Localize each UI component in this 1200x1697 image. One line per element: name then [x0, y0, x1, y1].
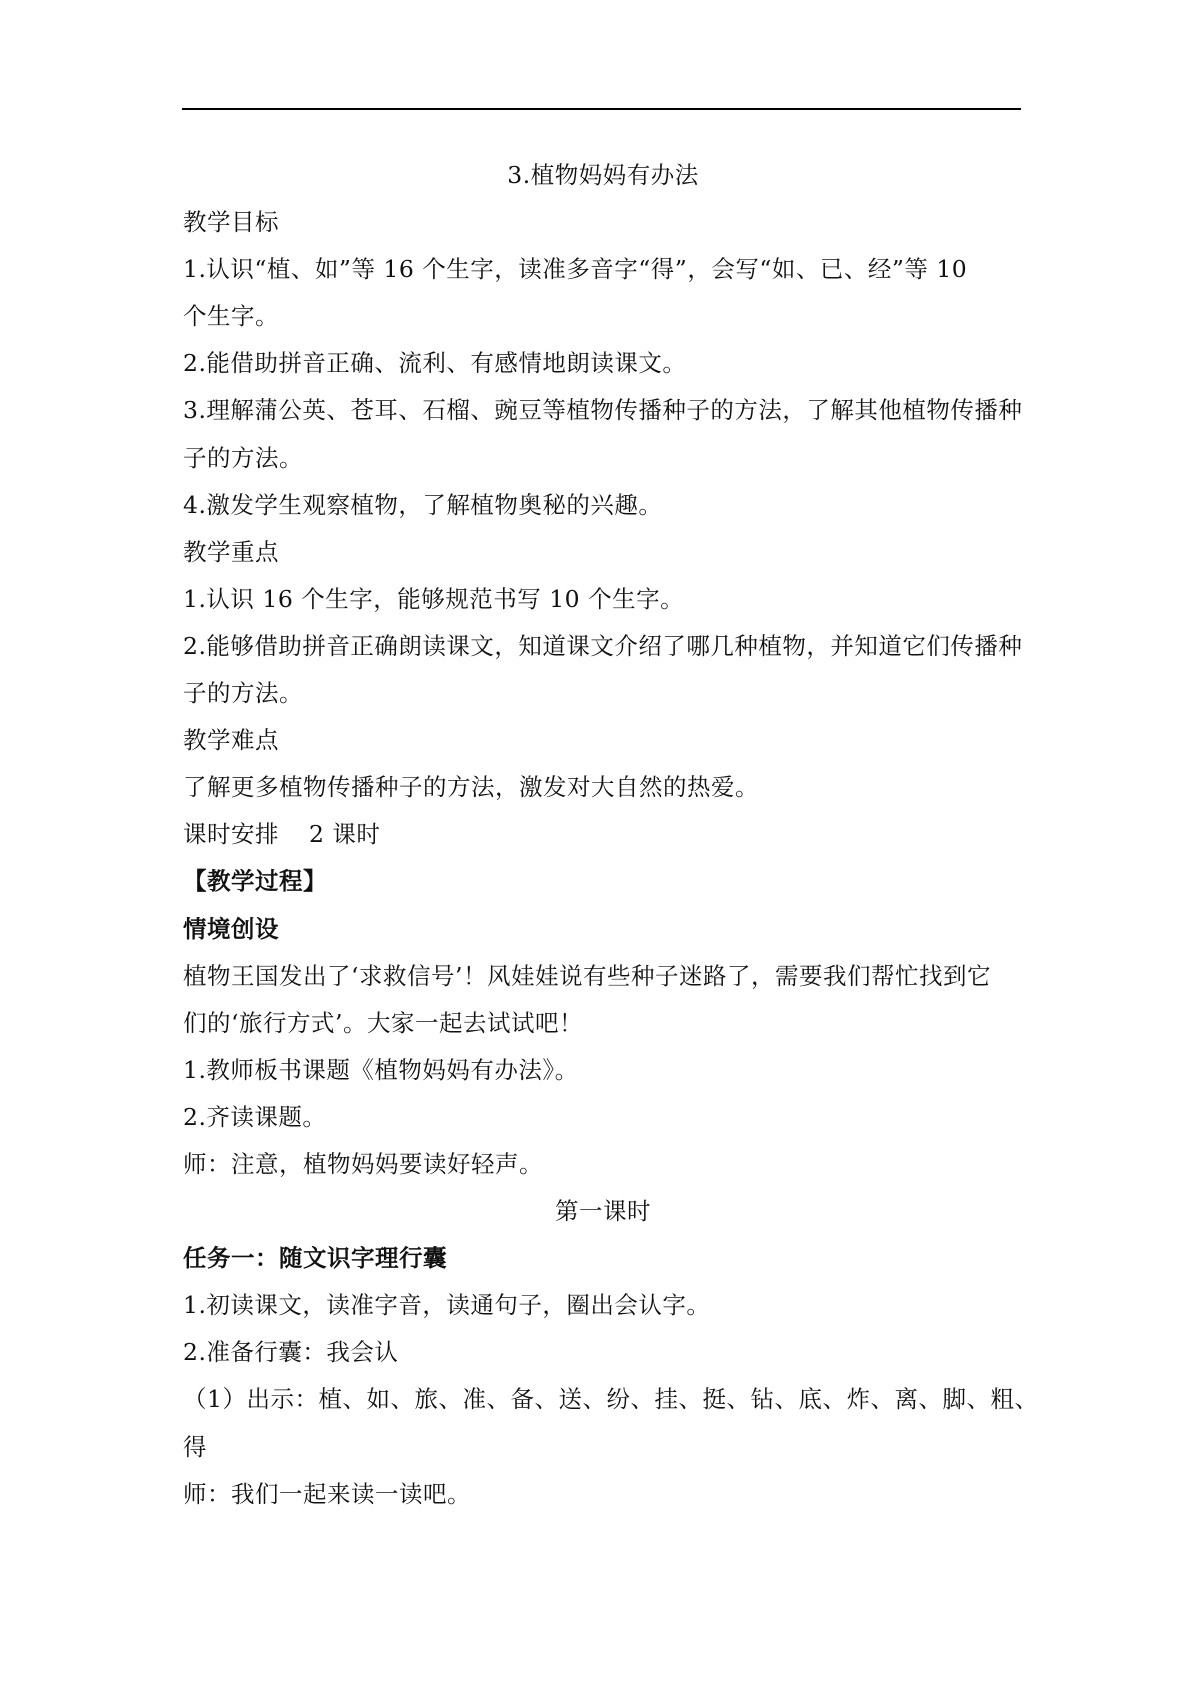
goal-1-cont: 个生字。 — [183, 302, 279, 331]
heading-difficulties: 教学难点 — [183, 726, 279, 755]
goal-3: 3.理解蒲公英、苍耳、石榴、豌豆等植物传播种子的方法，了解其他植物传播种 — [183, 396, 1023, 425]
key-point-2: 2.能够借助拼音正确朗读课文，知道课文介绍了哪几种植物，并知道它们传播种 — [183, 631, 1023, 660]
task-step-2-1-cont: 得 — [183, 1432, 207, 1461]
heading-task-one: 任务一：随文识字理行囊 — [183, 1244, 447, 1273]
schedule-value: 2 课时 — [309, 820, 381, 849]
goal-4: 4.激发学生观察植物，了解植物奥秘的兴趣。 — [183, 490, 663, 519]
teacher-note-2: 师：我们一起来读一读吧。 — [183, 1479, 471, 1508]
goal-3-cont: 子的方法。 — [183, 443, 303, 472]
document-title: 3.植物妈妈有办法 — [507, 161, 699, 189]
schedule-line — [183, 811, 1023, 858]
goal-2: 2.能借助拼音正确、流利、有感情地朗读课文。 — [183, 349, 687, 378]
goal-1: 1.认识“植、如”等 16 个生字，读准多音字“得”，会写“如、已、经”等 10 — [183, 255, 968, 284]
key-point-1: 1.认识 16 个生字，能够规范书写 10 个生字。 — [183, 584, 685, 613]
heading-scenario: 情境创设 — [183, 914, 279, 943]
task-step-2-1: （1）出示：植、如、旅、准、备、送、纷、挂、挺、钻、底、炸、离、脚、粗、 — [183, 1385, 1039, 1414]
scenario-step-1: 1.教师板书课题《植物妈妈有办法》。 — [183, 1055, 579, 1084]
header-rule — [182, 108, 1021, 110]
scenario-step-2: 2.齐读课题。 — [183, 1102, 327, 1131]
schedule-label: 课时安排 — [183, 820, 279, 849]
heading-teaching-goals: 教学目标 — [183, 208, 279, 237]
scenario-line-2: 们的‘旅行方式’。大家一起去试试吧！ — [183, 1008, 583, 1037]
task-step-1: 1.初读课文，读准字音，读通句子，圈出会认字。 — [183, 1291, 711, 1320]
task-step-2: 2.准备行囊：我会认 — [183, 1338, 399, 1367]
teacher-note-1: 师：注意，植物妈妈要读好轻声。 — [183, 1149, 543, 1178]
key-point-2-cont: 子的方法。 — [183, 679, 303, 708]
document-body — [183, 152, 1039, 1518]
difficulty-1: 了解更多植物传播种子的方法，激发对大自然的热爱。 — [183, 773, 759, 802]
heading-lesson-one: 第一课时 — [555, 1197, 651, 1226]
heading-key-points: 教学重点 — [183, 537, 279, 566]
heading-process: 【教学过程】 — [183, 867, 327, 896]
scenario-line-1: 植物王国发出了‘求救信号’！风娃娃说有些种子迷路了，需要我们帮忙找到它 — [183, 961, 991, 990]
